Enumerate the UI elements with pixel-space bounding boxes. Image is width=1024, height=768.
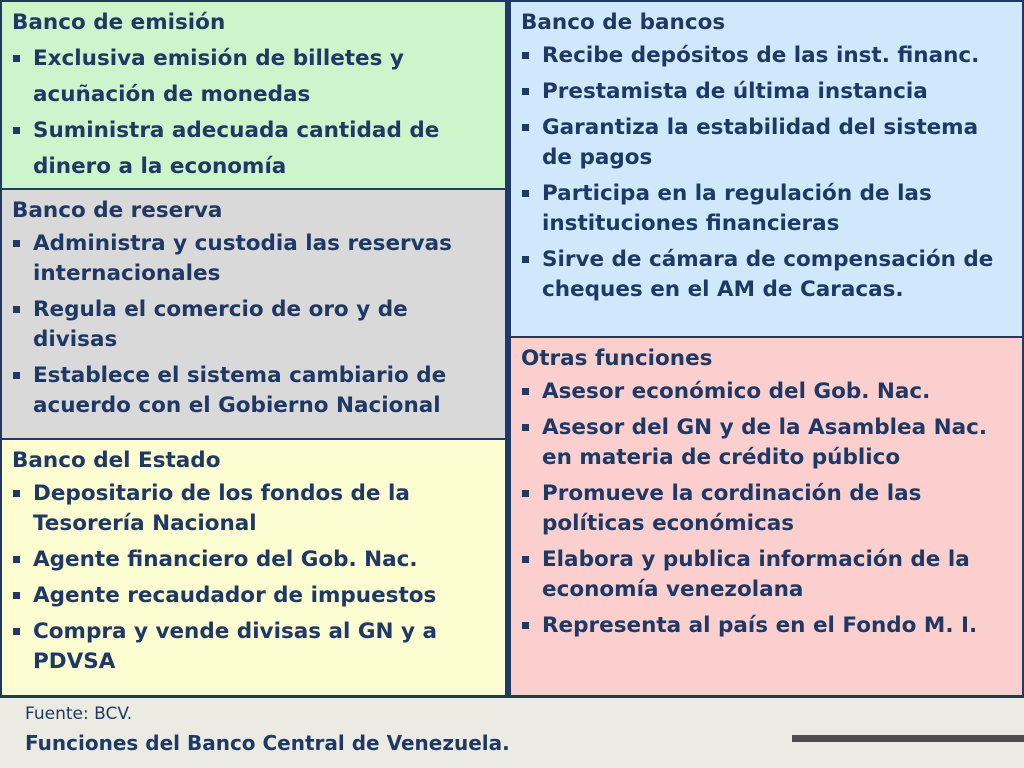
square-bullet-icon bbox=[13, 127, 20, 134]
list-item-text: Exclusiva emisión de billetes y acuñación de monedas bbox=[33, 46, 404, 107]
panel-title: Banco del Estado bbox=[12, 448, 221, 473]
function-list bbox=[12, 41, 495, 185]
square-bullet-icon bbox=[522, 556, 529, 563]
function-list bbox=[12, 229, 495, 421]
list-item-text: Administra y custodia las reservas internacionales bbox=[33, 231, 452, 286]
square-bullet-icon bbox=[13, 372, 20, 379]
panel-banco-reserva bbox=[2, 190, 505, 438]
list-item-text: Regula el comercio de oro y de divisas bbox=[33, 297, 408, 352]
list-item bbox=[12, 361, 495, 421]
list-item-text: Agente financiero del Gob. Nac. bbox=[33, 547, 418, 572]
list-item bbox=[521, 413, 1012, 473]
slide-caption: Funciones del Banco Central de Venezuela. bbox=[25, 731, 510, 755]
list-item bbox=[521, 377, 1012, 407]
list-item bbox=[521, 245, 1012, 305]
list-item bbox=[521, 479, 1012, 539]
list-item bbox=[12, 581, 495, 611]
list-item bbox=[521, 611, 1012, 641]
list-item-text: Establece el sistema cambiario de acuerdo con el Gobierno Nacional bbox=[33, 363, 447, 418]
list-item-text: Compra y vende divisas al GN y a PDVSA bbox=[33, 619, 438, 674]
source-note: Fuente: BCV. bbox=[25, 704, 133, 724]
square-bullet-icon bbox=[522, 190, 529, 197]
function-list bbox=[521, 377, 1012, 641]
decorative-line bbox=[792, 735, 1024, 742]
list-item bbox=[12, 617, 495, 677]
square-bullet-icon bbox=[522, 388, 529, 395]
list-item-text: Representa al país en el Fondo M. I. bbox=[542, 613, 978, 638]
panel-otras-funciones bbox=[511, 338, 1022, 695]
square-bullet-icon bbox=[522, 490, 529, 497]
square-bullet-icon bbox=[13, 592, 20, 599]
list-item bbox=[521, 113, 1012, 173]
list-item bbox=[12, 41, 495, 113]
list-item-text: Asesor del GN y de la Asamblea Nac. en materia de crédito público bbox=[542, 415, 988, 470]
panel-title: Banco de emisión bbox=[12, 10, 226, 35]
list-item bbox=[521, 77, 1012, 107]
panel-title: Otras funciones bbox=[521, 346, 713, 371]
square-bullet-icon bbox=[13, 306, 20, 313]
panel-banco-bancos bbox=[511, 2, 1022, 336]
square-bullet-icon bbox=[13, 628, 20, 635]
list-item-text: Garantiza la estabilidad del sistema de pagos bbox=[542, 115, 979, 170]
list-item-text: Prestamista de última instancia bbox=[542, 79, 928, 104]
list-item-text: Asesor económico del Gob. Nac. bbox=[542, 379, 931, 404]
list-item bbox=[12, 113, 495, 185]
square-bullet-icon bbox=[522, 124, 529, 131]
square-bullet-icon bbox=[13, 490, 20, 497]
list-item-text: Participa en la regulación de las instituciones financieras bbox=[542, 181, 932, 236]
panel-banco-estado bbox=[2, 440, 505, 695]
square-bullet-icon bbox=[13, 240, 20, 247]
list-item bbox=[521, 179, 1012, 239]
list-item bbox=[521, 41, 1012, 71]
list-item-text: Recibe depósitos de las inst. financ. bbox=[542, 43, 980, 68]
list-item bbox=[12, 229, 495, 289]
panel-banco-emision bbox=[2, 2, 505, 188]
panel-title: Banco de reserva bbox=[12, 198, 223, 223]
list-item bbox=[12, 479, 495, 539]
panel-title: Banco de bancos bbox=[521, 10, 726, 35]
list-item-text: Suministra adecuada cantidad de dinero a la economía bbox=[33, 118, 440, 179]
function-list bbox=[521, 41, 1012, 305]
list-item bbox=[12, 545, 495, 575]
function-list bbox=[12, 479, 495, 677]
square-bullet-icon bbox=[522, 622, 529, 629]
square-bullet-icon bbox=[522, 88, 529, 95]
square-bullet-icon bbox=[522, 424, 529, 431]
square-bullet-icon bbox=[522, 52, 529, 59]
list-item-text: Elabora y publica información de la economía venezolana bbox=[542, 547, 970, 602]
list-item bbox=[521, 545, 1012, 605]
square-bullet-icon bbox=[522, 256, 529, 263]
list-item-text: Sirve de cámara de compensación de cheques en el AM de Caracas. bbox=[542, 247, 994, 302]
list-item bbox=[12, 295, 495, 355]
list-item-text: Promueve la cordinación de las políticas económicas bbox=[542, 481, 922, 536]
square-bullet-icon bbox=[13, 55, 20, 62]
square-bullet-icon bbox=[13, 556, 20, 563]
list-item-text: Agente recaudador de impuestos bbox=[33, 583, 437, 608]
list-item-text: Depositario de los fondos de la Tesorería Nacional bbox=[33, 481, 410, 536]
